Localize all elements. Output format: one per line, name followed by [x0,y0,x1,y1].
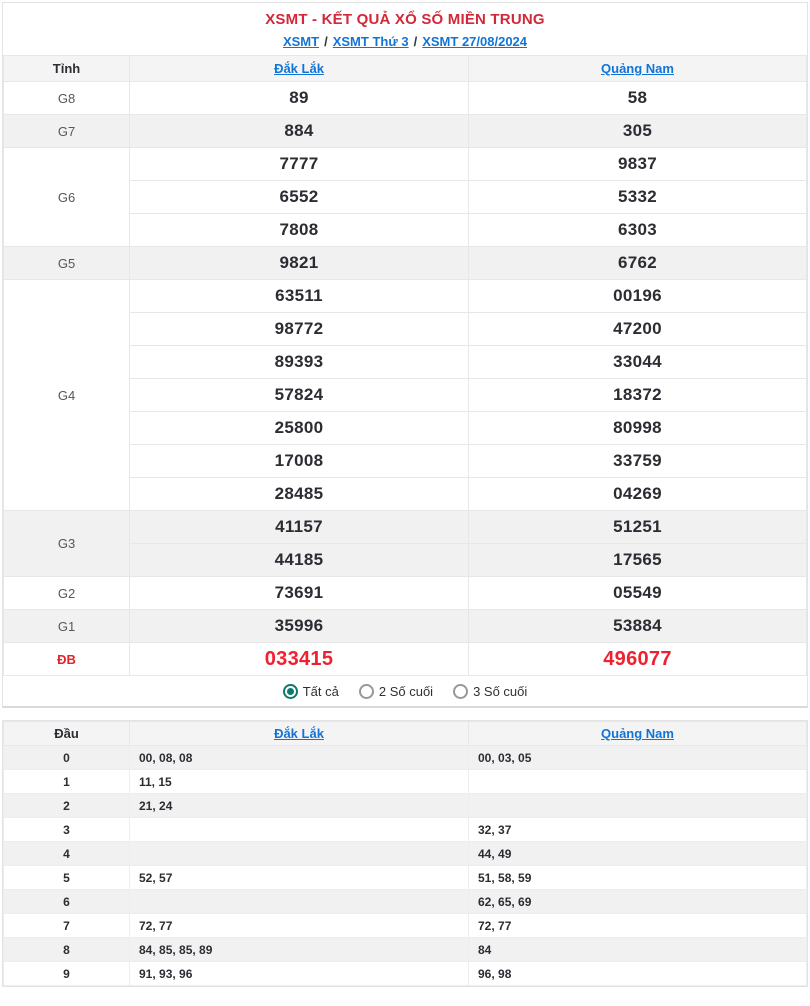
head-digit-label: 9 [4,962,130,986]
result-number-dak-lak: 6552 [130,181,469,214]
quang-nam-link-2[interactable]: Quảng Nam [601,726,674,741]
head-endings-dak-lak: 11, 15 [130,770,469,794]
result-number-quang-nam: 80998 [469,412,807,445]
result-row [4,247,807,280]
prize-label-G3: G3 [4,511,130,577]
result-number-dak-lak: 17008 [130,445,469,478]
column-header-dak-lak-2 [130,722,469,746]
filter-radio-label: 3 Số cuối [473,683,528,699]
radio-unselected-icon[interactable] [453,684,468,699]
result-number-quang-nam: 00196 [469,280,807,313]
result-number-dak-lak: 884 [130,115,469,148]
result-number-quang-nam: 51251 [469,511,807,544]
result-row [4,643,807,676]
result-number-dak-lak: 98772 [130,313,469,346]
column-header-digit: Đầu [4,722,130,746]
filter-radio-label: 2 Số cuối [378,683,434,699]
head-endings-quang-nam: 00, 03, 05 [469,746,807,770]
page-title: XSMT - KẾT QUẢ XỔ SỐ MIỀN TRUNG [265,11,545,28]
head-digit-label: 4 [4,842,130,866]
result-number-quang-nam: 33044 [469,346,807,379]
prize-label-G1: G1 [4,610,130,643]
column-header-quang-nam [469,56,807,82]
result-number-dak-lak: 35996 [130,610,469,643]
filter-radio-option[interactable] [359,684,433,699]
head-digit-row [4,938,807,962]
head-digit-label: 8 [4,938,130,962]
head-endings-quang-nam: 96, 98 [469,962,807,986]
prize-label-G5: G5 [4,247,130,280]
head-endings-dak-lak [130,818,469,842]
result-number-quang-nam: 58 [469,82,807,115]
dak-lak-link[interactable]: Đắk Lắk [274,61,324,76]
head-endings-dak-lak: 91, 93, 96 [130,962,469,986]
result-number-quang-nam: 6762 [469,247,807,280]
result-number-dak-lak: 63511 [130,280,469,313]
head-digit-label: 0 [4,746,130,770]
breadcrumb-link[interactable]: XSMT Thứ 3 [332,34,409,49]
prize-label-G8: G8 [4,82,130,115]
breadcrumb-separator: / [324,34,328,49]
head-endings-quang-nam: 84 [469,938,807,962]
head-table-header-row [4,722,807,746]
head-digit-label: 5 [4,866,130,890]
result-number-dak-lak: 033415 [130,643,469,676]
prize-label-G2: G2 [4,577,130,610]
head-digit-row [4,842,807,866]
result-number-dak-lak: 28485 [130,478,469,511]
result-row [4,280,807,313]
dak-lak-link-2[interactable]: Đắk Lắk [274,726,324,741]
result-number-quang-nam: 05549 [469,577,807,610]
result-number-quang-nam: 6303 [469,214,807,247]
filter-radio-label: Tất cả [302,683,339,699]
head-endings-dak-lak: 72, 77 [130,914,469,938]
head-endings-dak-lak: 21, 24 [130,794,469,818]
head-digit-panel [2,720,808,987]
head-endings-quang-nam [469,770,807,794]
head-endings-quang-nam: 51, 58, 59 [469,866,807,890]
breadcrumb-separator: / [413,34,418,49]
result-number-quang-nam: 04269 [469,478,807,511]
results-table [3,55,807,676]
result-number-quang-nam: 17565 [469,544,807,577]
result-number-quang-nam: 305 [469,115,807,148]
radio-selected-icon[interactable] [283,684,298,699]
column-header-quang-nam-2 [469,722,807,746]
head-digit-label: 1 [4,770,130,794]
result-number-dak-lak: 57824 [130,379,469,412]
prize-label-G6: G6 [4,148,130,247]
result-number-dak-lak: 44185 [130,544,469,577]
result-number-quang-nam: 9837 [469,148,807,181]
breadcrumb-link[interactable]: XSMT 27/08/2024 [422,34,528,49]
head-endings-quang-nam: 72, 77 [469,914,807,938]
result-number-quang-nam: 53884 [469,610,807,643]
column-header-province: Tỉnh [4,56,130,82]
head-endings-quang-nam: 62, 65, 69 [469,890,807,914]
result-number-quang-nam: 47200 [469,313,807,346]
result-row [4,577,807,610]
display-filter-group [3,676,807,706]
radio-unselected-icon[interactable] [359,684,374,699]
result-number-quang-nam: 496077 [469,643,807,676]
results-panel [2,2,808,708]
prize-label-G4: G4 [4,280,130,511]
result-number-dak-lak: 25800 [130,412,469,445]
head-digit-row [4,746,807,770]
head-endings-dak-lak: 00, 08, 08 [130,746,469,770]
result-number-quang-nam: 5332 [469,181,807,214]
head-endings-quang-nam: 44, 49 [469,842,807,866]
head-digit-row [4,914,807,938]
result-number-dak-lak: 9821 [130,247,469,280]
head-digit-row [4,818,807,842]
head-digit-row [4,890,807,914]
head-digit-row [4,794,807,818]
head-endings-dak-lak: 84, 85, 85, 89 [130,938,469,962]
prize-label-G7: G7 [4,115,130,148]
head-digit-label: 6 [4,890,130,914]
head-digit-row [4,770,807,794]
filter-radio-option[interactable] [453,684,527,699]
column-header-dak-lak [130,56,469,82]
result-row [4,511,807,544]
head-digit-label: 7 [4,914,130,938]
head-digit-row [4,866,807,890]
result-number-dak-lak: 89 [130,82,469,115]
head-digit-row [4,962,807,986]
head-digit-label: 2 [4,794,130,818]
head-endings-quang-nam: 32, 37 [469,818,807,842]
result-number-dak-lak: 89393 [130,346,469,379]
filter-radio-option[interactable] [283,684,339,699]
result-number-quang-nam: 33759 [469,445,807,478]
results-table-header-row [4,56,807,82]
result-row [4,115,807,148]
result-number-dak-lak: 7777 [130,148,469,181]
head-digit-label: 3 [4,818,130,842]
result-number-quang-nam: 18372 [469,379,807,412]
quang-nam-link[interactable]: Quảng Nam [601,61,674,76]
breadcrumb-link[interactable]: XSMT [282,34,320,49]
result-number-dak-lak: 7808 [130,214,469,247]
prize-label-ĐB: ĐB [4,643,130,676]
head-digit-table [3,721,807,986]
result-row [4,82,807,115]
result-row [4,148,807,181]
head-endings-quang-nam [469,794,807,818]
head-endings-dak-lak [130,842,469,866]
head-endings-dak-lak [130,890,469,914]
result-number-dak-lak: 73691 [130,577,469,610]
head-endings-dak-lak: 52, 57 [130,866,469,890]
result-number-dak-lak: 41157 [130,511,469,544]
result-row [4,610,807,643]
breadcrumb [3,30,807,55]
